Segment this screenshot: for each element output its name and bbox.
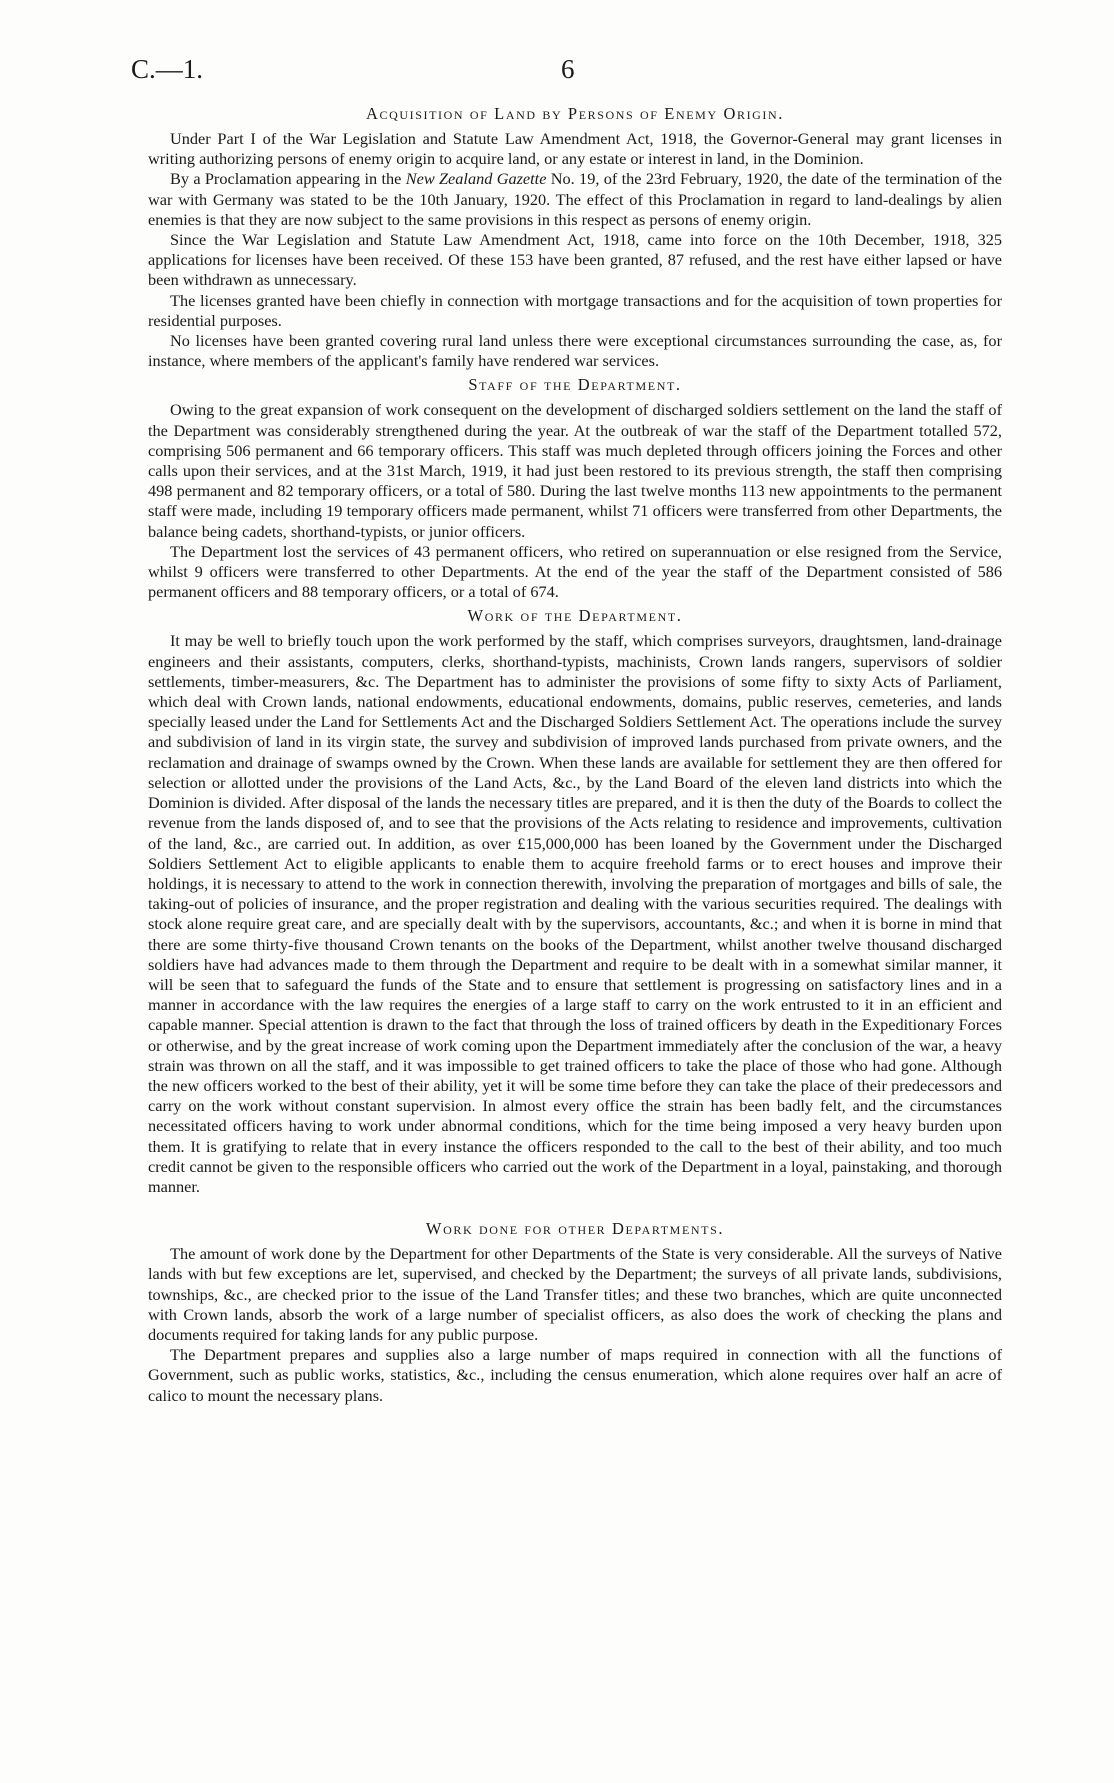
paragraph: By a Proclamation appearing in the New Zealand Gazette No. 19, of the 23rd February, 1920, the date of the termination of the war with Germany was stated to be the 10th January, 1920. The effect of this Proclamation in regard to land-dealings by alien enemies is that they are now subject to the same provisions in this respect as persons of enemy origin. [148, 169, 1002, 229]
paragraph: The Department prepares and supplies also a large number of maps required in connection with all the functions of Government, such as public works, statistics, &c., including the census enumeration, which alone requires over half an acre of calico to mount the necessary plans. [148, 1345, 1002, 1405]
section-enemy-origin [148, 104, 1002, 371]
section-work [148, 606, 1002, 1197]
paragraph: It may be well to briefly touch upon the work performed by the staff, which comprises surveyors, draughtsmen, land-drainage engineers and their assistants, computers, clerks, shorthand-typists, machinists, Crown lands rangers, supervisors of soldier settlements, timber-measurers, &c. The Department has to administer the provisions of some fifty to sixty Acts of Parliament, which deal with Crown lands, national endowments, educational endowments, domains, public reserves, cemeteries, and lands specially leased under the Land for Settlements Act and the Discharged Soldiers Settlement Act. The operations include the survey and subdivision of land in its virgin state, the survey and subdivision of improved lands purchased from private owners, and the reclamation and drainage of swamps owned by the Crown. When these lands are available for settlement they are then offered for selection or allotted under the provisions of the Land Acts, &c., by the Land Board of the eleven land districts into which the Dominion is divided. After disposal of the lands the necessary titles are prepared, and it is then the duty of the Boards to collect the revenue from the lands disposed of, and to see that the provisions of the Acts relating to residence and improvements, cultivation of the land, &c., are carried out. In addition, as over £15,000,000 has been loaned by the Government under the Discharged Soldiers Settlement Act to eligible applicants to enable them to acquire freehold farms or to erect houses and improve their holdings, it is necessary to attend to the work in connection therewith, involving the preparation of mortgages and bills of sale, the taking-out of policies of insurance, and the proper registration and dealing with the various securities required. The dealings with stock alone require great care, and are specially dealt with by the supervisors, accountants, &c.; and when it is borne in mind that there are some thirty-five thousand Crown tenants on the books of the Department, whilst another twelve thousand discharged soldiers have had advances made to them through the Department and require to be dealt with in a somewhat similar manner, it will be seen that to safeguard the funds of the State and to ensure that settlement is progressing on satisfactory lines and in a manner in accordance with the law requires the energies of a large staff to carry on the work entrusted to it in an efficient and capable manner. Special attention is drawn to the fact that through the loss of trained officers by death in the Expeditionary Forces or otherwise, and by the great increase of work coming upon the Department immediately after the conclusion of the war, a heavy strain was thrown on all the staff, and it was impossible to get trained officers to take the place of those who had gone. Although the new officers worked to the best of their ability, yet it will be some time before they can take the place of their predecessors and carry on the work without constant supervision. In almost every office the strain has been badly felt, and the circumstances necessitated officers having to work under abnormal conditions, which for the time being imposed a very heavy burden upon them. It is gratifying to relate that in every instance the officers responded to the call to the best of their ability, and too much credit cannot be given to the responsible officers who carried out the work of the Department in a loyal, painstaking, and thorough manner. [148, 631, 1002, 1196]
paragraph: Under Part I of the War Legislation and Statute Law Amendment Act, 1918, the Governor-General may grant licenses in writing authorizing persons of enemy origin to acquire land, or any estate or interest in land, in the Dominion. [148, 129, 1002, 169]
section-heading: Staff of the Department. [468, 375, 682, 395]
paragraph: Since the War Legislation and Statute Law Amendment Act, 1918, came into force on the 10th December, 1918, 325 applications for licenses have been received. Of these 153 have been granted, 87 refused, and the rest have either lapsed or have been withdrawn as unnecessary. [148, 230, 1002, 290]
document-reference: C.—1. [131, 54, 204, 84]
section-spacer [148, 1197, 1002, 1215]
section-other-departments [148, 1219, 1002, 1406]
paragraph: No licenses have been granted covering rural land unless there were exceptional circumstances surrounding the case, as, for instance, where members of the applicant's family have rendered war services. [148, 331, 1002, 371]
section-heading: Work of the Department. [467, 606, 683, 626]
page-number: 6 [561, 54, 575, 84]
section-heading: Work done for other Departments. [425, 1219, 725, 1239]
page-header [131, 54, 994, 90]
paragraph: The amount of work done by the Department for other Departments of the State is very considerable. All the surveys of Native lands with but few exceptions are let, supervised, and checked by the Department; the surveys of all private lands, subdivisions, townships, &c., are checked prior to the issue of the Land Transfer titles; and these two branches, which are quite unconnected with Crown lands, absorb the work of a large number of specialist officers, as also does the work of checking the plans and documents required for taking lands for any public purpose. [148, 1244, 1002, 1344]
section-staff [148, 375, 1002, 602]
paragraph: The Department lost the services of 43 permanent officers, who retired on superannuation or else resigned from the Service, whilst 9 officers were transferred to other Departments. At the end of the year the staff of the Department consisted of 586 permanent officers and 88 temporary officers, or a total of 674. [148, 541, 1002, 602]
section-heading: Acquisition of Land by Persons of Enemy Origin. [365, 104, 785, 123]
document-body [148, 100, 1002, 1406]
paragraph: Owing to the great expansion of work consequent on the development of discharged soldiers settlement on the land the staff of the Department was considerably strengthened during the year. At the outbreak of war the staff of the Department totalled 572, comprising 506 permanent and 66 temporary officers. This staff was much depleted through officers joining the Forces and other calls upon their services, and at the 31st March, 1919, it had just been restored to its previous strength, the staff then comprising 498 permanent and 82 temporary officers, or a total of 580. During the last twelve months 113 new appointments to the permanent staff were made, including 19 temporary officers made permanent, whilst 71 officers were transferred from other Departments, the balance being cadets, shorthand-typists, or junior officers. [148, 400, 1002, 541]
paragraph: The licenses granted have been chiefly in connection with mortgage transactions and for the acquisition of town properties for residential purposes. [148, 290, 1002, 330]
